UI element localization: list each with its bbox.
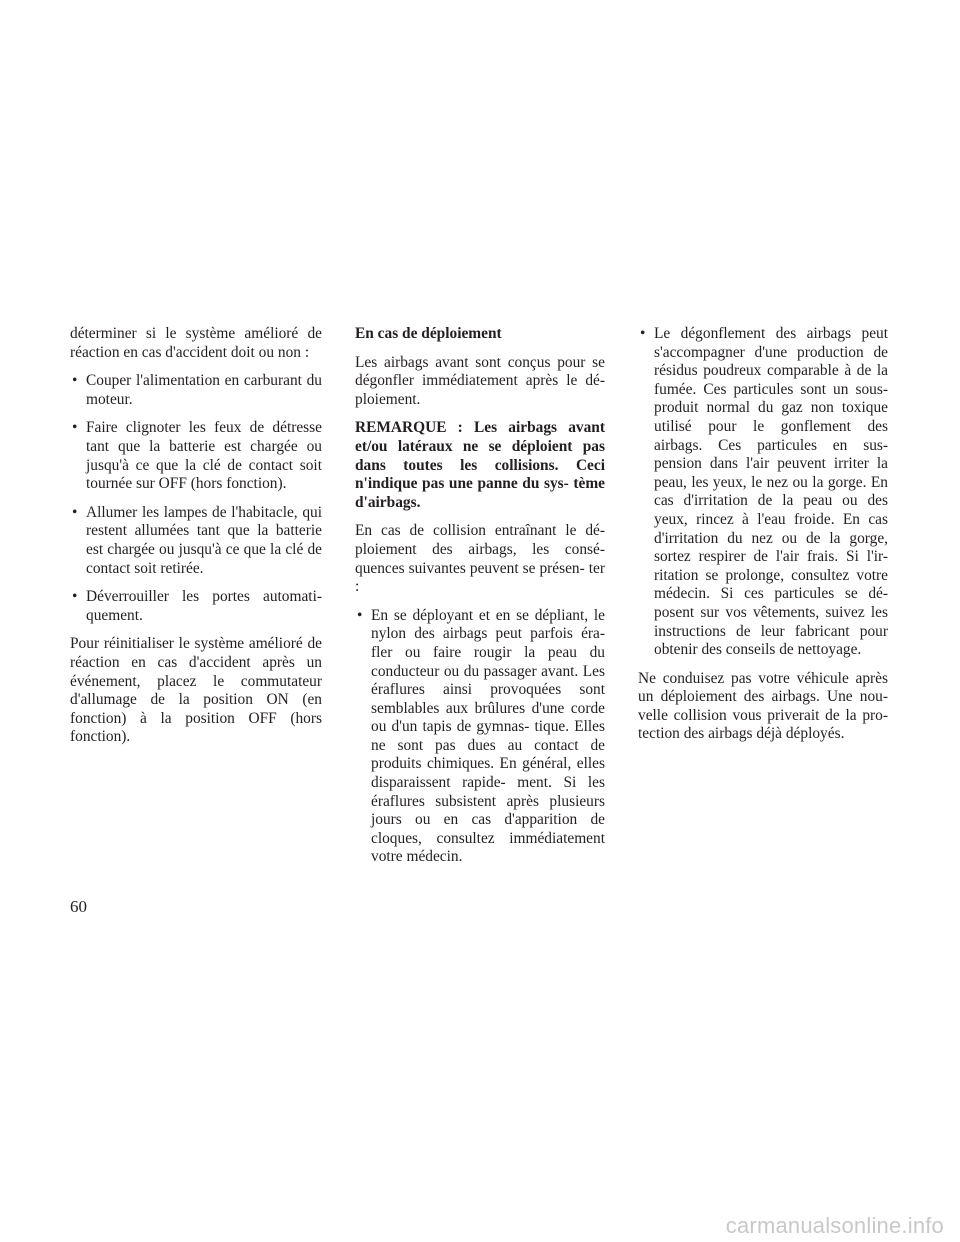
reset-paragraph: Pour réinitialiser le système amélioré de réaction en cas d'accident après un événement, placez le commutateur d'allumage de la position ON (en fonction) à la position OFF (hors fonction). xyxy=(70,635,322,746)
bullet-list xyxy=(355,607,605,867)
note-paragraph: REMARQUE : Les airbags avant et/ou latéraux ne se déploient pas dans toutes les collisions. Ceci n'indique pas une panne du sys- tème d'airbags. xyxy=(355,419,605,511)
list-item: • Le dégonflement des airbags peut s'accompagner d'une production de résidus poudreux comparable à de la fumée. Ces particules sont un sous-produit normal du gaz non toxique utilisé pour le gonflement des airbags. Ces particules en sus- pension dans l'air peuvent irriter la peau, les yeux, le nez ou la gorge. En cas d'irritation de la peau ou des yeux, rincez à l'eau froide. En cas d'irritation du nez ou de la gorge, sortez respirer de l'air frais. Si l'ir- ritation se prolonge, consultez votre médecin. Si ces particules se dé- posent sur vos vêtements, suivez les instructions de leur fabricant pour obtenir des conseils de nettoyage. xyxy=(640,325,888,659)
list-item: • En se déployant et en se dépliant, le nylon des airbags peut parfois éra- fler ou faire rougir la peau du conducteur ou du passager avant. Les éraflures ainsi provoquées sont semblables aux brûlures d'une corde ou d'un tapis de gymnas- tique. Elles ne sont pas dues au contact de produits chimiques. En général, elles disparaissent rapide- ment. Si les éraflures subsistent après plusieurs jours ou en cas d'apparition de cloques, consultez immédiatement votre médecin. xyxy=(357,606,605,866)
text-column-3 xyxy=(638,325,888,754)
list-item: • Faire clignoter les feux de détresse tant que la batterie est chargée ou jusqu'à ce que la clé de contact soit tournée sur OFF (hors fonction). xyxy=(72,419,322,493)
consequences-paragraph: En cas de collision entraînant le dé- ploiement des airbags, les consé- quences suivantes peuvent se présen- ter : xyxy=(355,522,605,596)
list-item: • Allumer les lampes de l'habitacle, qui restent allumées tant que la batterie est chargée ou jusqu'à ce que la clé de contact soit retirée. xyxy=(72,503,322,577)
page-number: 60 xyxy=(70,897,87,916)
list-item: • Déverrouiller les portes automati- quement. xyxy=(72,588,322,624)
watermark: carmanualsonline.info xyxy=(725,1213,944,1239)
bullet-icon: • xyxy=(640,325,646,342)
bullet-icon: • xyxy=(357,606,363,624)
intro-paragraph: déterminer si le système amélioré de réaction en cas d'accident doit ou non : xyxy=(70,325,322,361)
section-heading: En cas de déploiement xyxy=(355,325,502,342)
bullet-icon: • xyxy=(72,503,78,521)
warning-paragraph: Ne conduisez pas votre véhicule après un déploiement des airbags. Une nou- velle collision vous priverait de la pro- tection des airbags déjà déployés. xyxy=(638,669,888,743)
deflate-paragraph: Les airbags avant sont conçus pour se dégonfler immédiatement après le dé- ploiement. xyxy=(355,353,605,408)
bullet-icon: • xyxy=(72,419,78,437)
bullet-list xyxy=(70,372,322,625)
text-column-2 xyxy=(355,325,605,877)
bullet-icon: • xyxy=(72,372,78,390)
bullet-list xyxy=(638,325,888,660)
list-item: • Couper l'alimentation en carburant du moteur. xyxy=(72,372,322,408)
bullet-icon: • xyxy=(72,588,78,606)
text-column-1 xyxy=(70,325,322,757)
